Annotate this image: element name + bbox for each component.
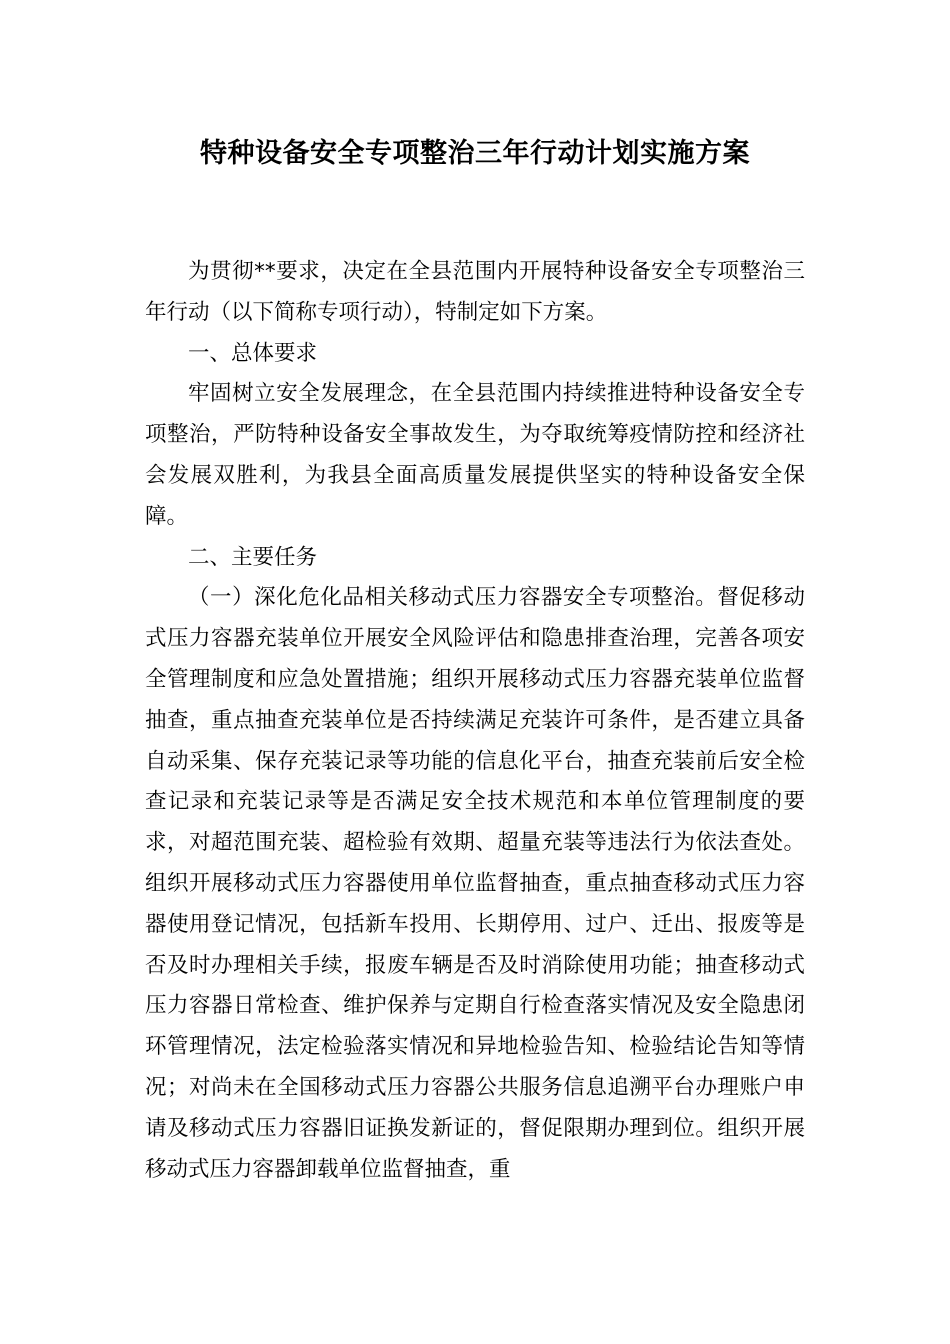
document-title: 特种设备安全专项整治三年行动计划实施方案 <box>200 138 750 169</box>
document-body <box>145 252 805 1190</box>
paragraph-general-requirements: 牢固树立安全发展理念，在全县范围内持续推进特种设备安全专项整治，严防特种设备安全事故发生，为夺取统筹疫情防控和经济社会发展双胜利，为我县全面高质量发展提供坚实的特种设备安全保障。 <box>145 381 805 529</box>
paragraph-task-one: （一）深化危化品相关移动式压力容器安全专项整治。督促移动式压力容器充装单位开展安全风险评估和隐患排查治理，完善各项安全管理制度和应急处置措施；组织开展移动式压力容器充装单位监督抽查，重点抽查充装单位是否持续满足充装许可条件，是否建立具备自动采集、保存充装记录等功能的信息化平台，抽查充装前后安全检查记录和充装记录等是否满足安全技术规范和本单位管理制度的要求，对超范围充装、超检验有效期、超量充装等违法行为依法查处。组织开展移动式压力容器使用单位监督抽查，重点抽查移动式压力容器使用登记情况，包括新车投用、长期停用、过户、迁出、报废等是否及时办理相关手续，报废车辆是否及时消除使用功能；抽查移动式压力容器日常检查、维护保养与定期自行检查落实情况及安全隐患闭环管理情况，法定检验落实情况和异地检验告知、检验结论告知等情况；对尚未在全国移动式压力容器公共服务信息追溯平台办理账户申请及移动式压力容器旧证换发新证的，督促限期办理到位。组织开展移动式压力容器卸载单位监督抽查，重 <box>145 585 805 1182</box>
paragraph-intro: 为贯彻**要求，决定在全县范围内开展特种设备安全专项整治三年行动（以下简称专项行动），特制定如下方案。 <box>145 259 805 325</box>
section-heading-general-requirements: 一、总体要求 <box>188 340 318 366</box>
section-heading-main-tasks: 二、主要任务 <box>188 544 318 570</box>
